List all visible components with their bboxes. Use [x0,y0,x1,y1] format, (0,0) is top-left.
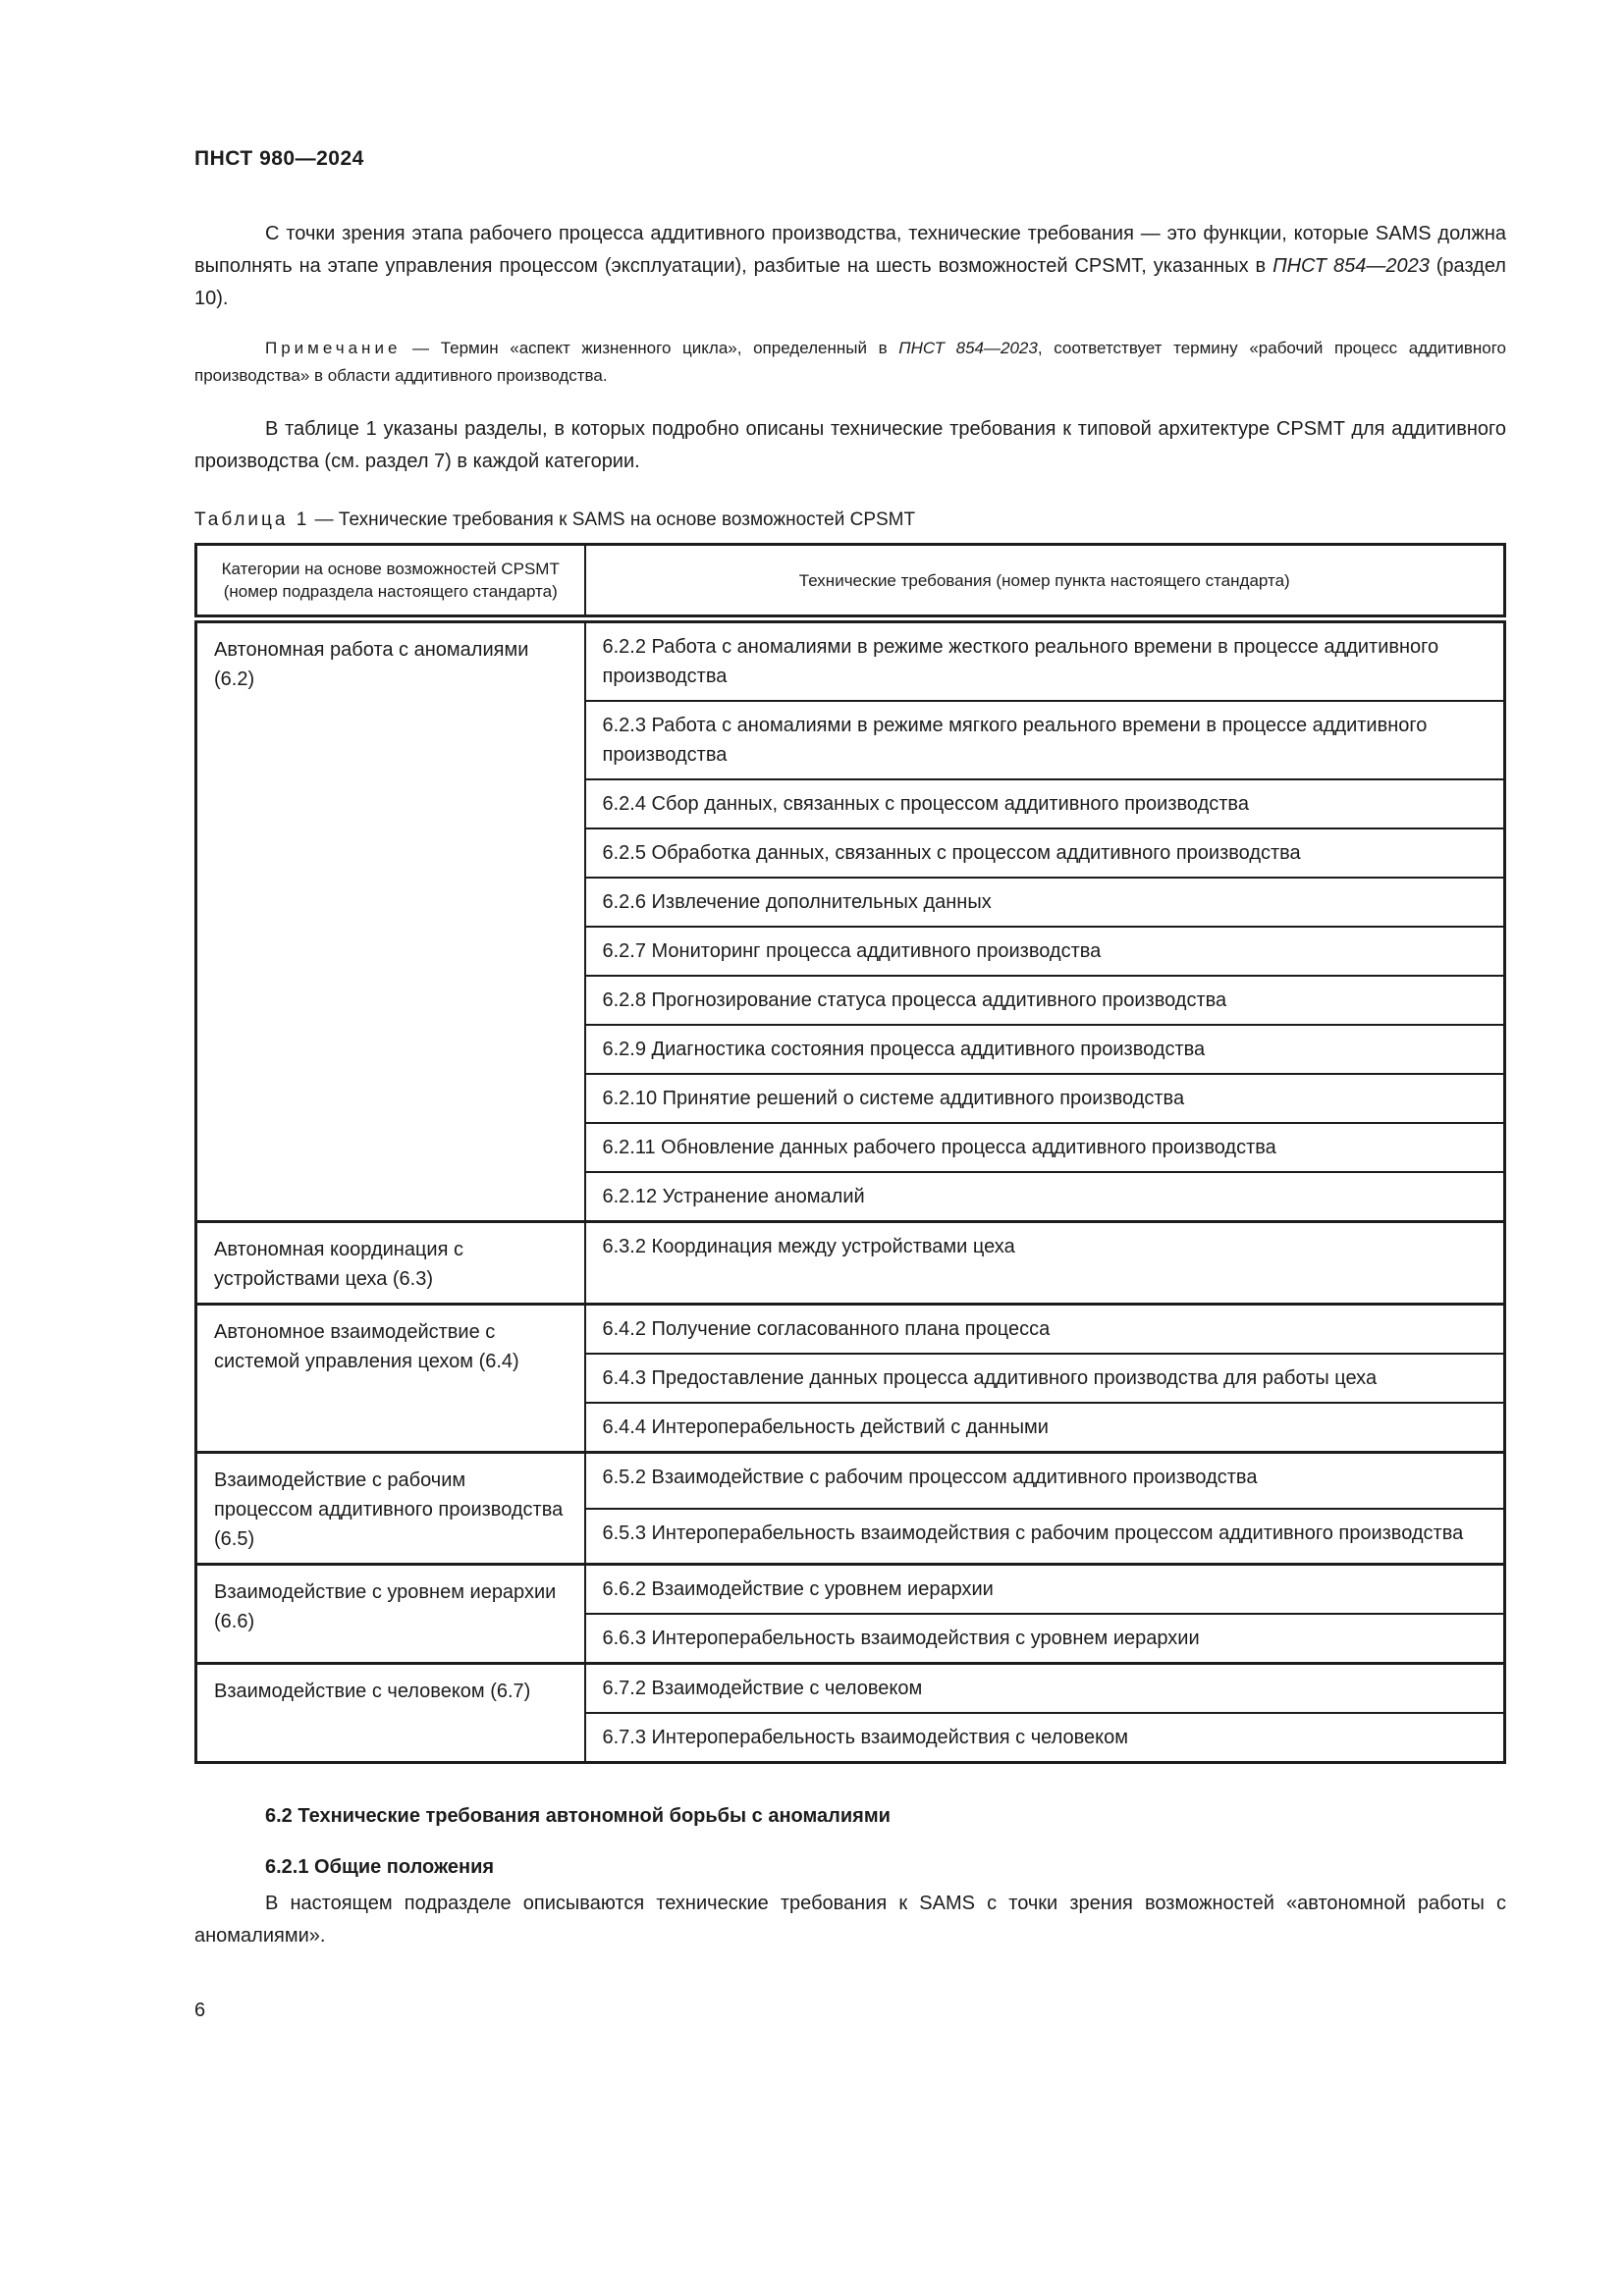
category-cell-6-3: Автономная координация с устройствами цеха (6.3) [196,1222,585,1305]
table-row [196,1565,1505,1615]
table-header-categories: Категории на основе возможностей CPSMT (номер подраздела настоящего стандарта) [196,545,585,619]
requirement-cell: 6.2.6 Извлечение дополнительных данных [585,878,1505,927]
requirement-cell: 6.4.4 Интероперабельность действий с данными [585,1403,1505,1453]
requirement-cell: 6.2.4 Сбор данных, связанных с процессом аддитивного производства [585,779,1505,828]
requirement-cell: 6.5.3 Интероперабельность взаимодействия с рабочим процессом аддитивного производства [585,1509,1505,1565]
note-paragraph [194,335,1506,390]
table-row [196,1222,1505,1305]
note-text-tail: , соответствует термину «рабочий процесс аддитивного производства» в области аддитивного производства. [194,339,1506,385]
note-label: Примечание [265,339,402,357]
requirement-cell: 6.7.3 Интероперабельность взаимодействия с человеком [585,1713,1505,1763]
requirement-cell: 6.4.3 Предоставление данных процесса аддитивного производства для работы цеха [585,1354,1505,1403]
requirement-cell: 6.2.11 Обновление данных рабочего процесса аддитивного производства [585,1123,1505,1172]
table-caption-text: — Технические требования к SAMS на основе возможностей CPSMT [309,509,916,530]
category-cell-6-6: Взаимодействие с уровнем иерархии (6.6) [196,1565,585,1664]
page-content [194,0,1506,2022]
table-caption-label: Таблица 1 [194,509,310,530]
requirement-cell: 6.6.3 Интероперабельность взаимодействия с уровнем иерархии [585,1614,1505,1664]
requirement-cell: 6.2.2 Работа с аномалиями в режиме жесткого реального времени в процессе аддитивного производства [585,619,1505,702]
requirement-cell: 6.2.12 Устранение аномалий [585,1172,1505,1222]
requirement-cell: 6.6.2 Взаимодействие с уровнем иерархии [585,1565,1505,1615]
category-cell-6-2: Автономная работа с аномалиями (6.2) [196,619,585,1222]
table-caption [194,507,1506,533]
paragraph-table-intro: В таблице 1 указаны разделы, в которых подробно описаны технические требования к типовой архитектуре CPSMT для аддитивного производства (см. раздел 7) в каждой категории. [194,418,1506,472]
standard-reference-italic: ПНСТ 854—2023 [1272,255,1430,277]
table-row [196,619,1505,702]
paragraph-intro [194,218,1506,315]
paragraph-intro-tail: (раздел 10). [194,255,1506,309]
document-code-header: ПНСТ 980—2024 [194,147,364,170]
requirement-cell: 6.4.2 Получение согласованного плана процесса [585,1305,1505,1355]
requirement-cell: 6.7.2 Взаимодействие с человеком [585,1664,1505,1714]
paragraph-intro-text: С точки зрения этапа рабочего процесса аддитивного производства, технические требования — это функции, которые SAMS должна выполнять на этапе управления процессом (эксплуатации), разбитые на шесть возможностей CPSMT, указанных в [194,223,1506,277]
requirement-cell: 6.3.2 Координация между устройствами цеха [585,1222,1505,1305]
requirement-cell: 6.5.2 Взаимодействие с рабочим процессом аддитивного производства [585,1453,1505,1509]
requirement-cell: 6.2.10 Принятие решений о системе аддитивного производства [585,1074,1505,1123]
requirement-cell: 6.2.7 Мониторинг процесса аддитивного производства [585,927,1505,976]
note-text: — Термин «аспект жизненного цикла», определенный в [401,339,899,357]
requirement-cell: 6.2.9 Диагностика состояния процесса аддитивного производства [585,1025,1505,1074]
table-header-row [196,545,1505,619]
category-cell-6-4: Автономное взаимодействие с системой управления цехом (6.4) [196,1305,585,1453]
category-cell-6-5: Взаимодействие с рабочим процессом аддитивного производства (6.5) [196,1453,585,1565]
subsection-heading-6-2-1: 6.2.1 Общие положения [265,1856,495,1878]
table-row [196,1305,1505,1355]
table-header-requirements: Технические требования (номер пункта настоящего стандарта) [585,545,1505,619]
requirement-cell: 6.2.5 Обработка данных, связанных с процессом аддитивного производства [585,828,1505,878]
paragraph-6-2-1: В настоящем подразделе описываются технические требования к SAMS с точки зрения возможностей «автономной работы с аномалиями». [194,1893,1506,1947]
category-cell-6-7: Взаимодействие с человеком (6.7) [196,1664,585,1763]
section-heading-6-2: 6.2 Технические требования автономной борьбы с аномалиями [265,1805,891,1827]
table-row [196,1664,1505,1714]
table-row [196,1453,1505,1509]
requirement-cell: 6.2.3 Работа с аномалиями в режиме мягкого реального времени в процессе аддитивного производства [585,701,1505,779]
page-number: 6 [194,2000,206,2021]
requirement-cell: 6.2.8 Прогнозирование статуса процесса аддитивного производства [585,976,1505,1025]
requirements-table [194,543,1506,1764]
standard-reference-italic: ПНСТ 854—2023 [898,339,1038,357]
